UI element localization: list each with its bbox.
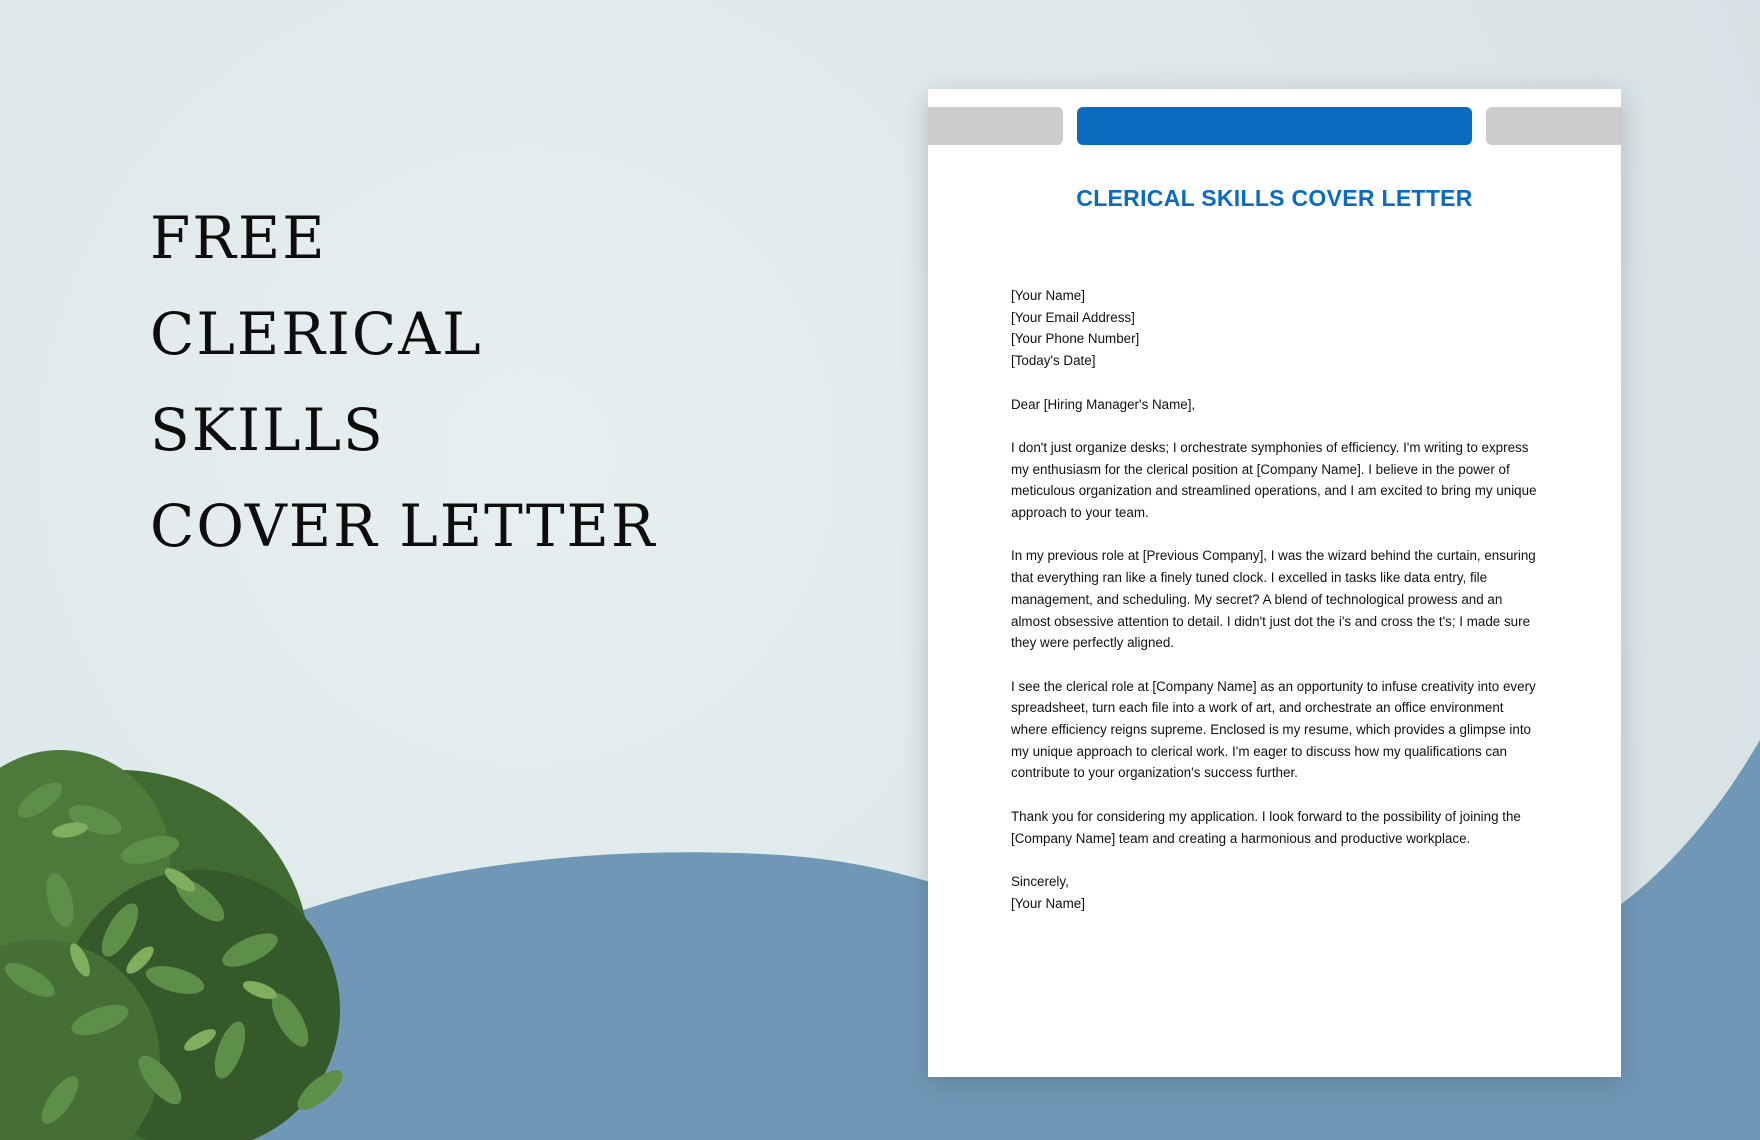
hero-line-1: FREE xyxy=(150,204,327,272)
signature: [Your Name] xyxy=(1011,895,1085,911)
header-bar-right xyxy=(1486,107,1621,145)
sender-block xyxy=(1011,285,1541,372)
header-bar-left xyxy=(928,107,1063,145)
sender-name: [Your Name] xyxy=(1011,288,1085,303)
paragraph-3: I see the clerical role at [Company Name] as an opportunity to infuse creativity into every spreadsheet, turn each file into a work of art, and orchestrate an office environment where efficiency reigns supreme. Enclosed is my resume, which provides a glimpse into my unique approach to clerical work. I'm eager to discuss how my qualifications can contribute to your organization's success further. xyxy=(1011,678,1536,781)
paragraph-2: In my previous role at [Previous Company], I was the wizard behind the curtain, ensuring that everything ran like a finely tuned clock. I excelled in tasks like data entry, file management, and scheduling. My secret? A blend of technological prowess and an almost obsessive attention to detail. I didn't just dot the i's and cross the t's; I made sure they were perfectly aligned. xyxy=(1011,548,1536,651)
hero-line-3: SKILLS xyxy=(150,396,385,464)
letter-body xyxy=(1011,285,1541,936)
header-bar-center xyxy=(1077,107,1472,145)
closing-block xyxy=(1011,871,1541,914)
paragraph-4: Thank you for considering my application. I look forward to the possibility of joining the [Company Name] team and creating a harmonious and productive workplace. xyxy=(1011,808,1521,846)
sender-phone: [Your Phone Number] xyxy=(1011,331,1140,347)
paragraph-1: I don't just organize desks; I orchestrate symphonies of efficiency. I'm writing to express my enthusiasm for the clerical position at [Company Name]. I believe in the power of meticulous organization and streamlined operations, and I am excited to bring my unique approach to your team. xyxy=(1011,439,1537,520)
sender-email: [Your Email Address] xyxy=(1011,309,1135,325)
document-page xyxy=(928,89,1621,1077)
hero-line-2: CLERICAL xyxy=(150,300,483,368)
closing: Sincerely, xyxy=(1011,873,1069,889)
salutation: Dear [Hiring Manager's Name], xyxy=(1011,396,1196,412)
letter-date: [Today's Date] xyxy=(1011,353,1096,369)
hero-line-4: COVER LETTER xyxy=(150,492,657,560)
document-title: CLERICAL SKILLS COVER LETTER xyxy=(1076,185,1473,211)
hero-title xyxy=(150,190,657,574)
